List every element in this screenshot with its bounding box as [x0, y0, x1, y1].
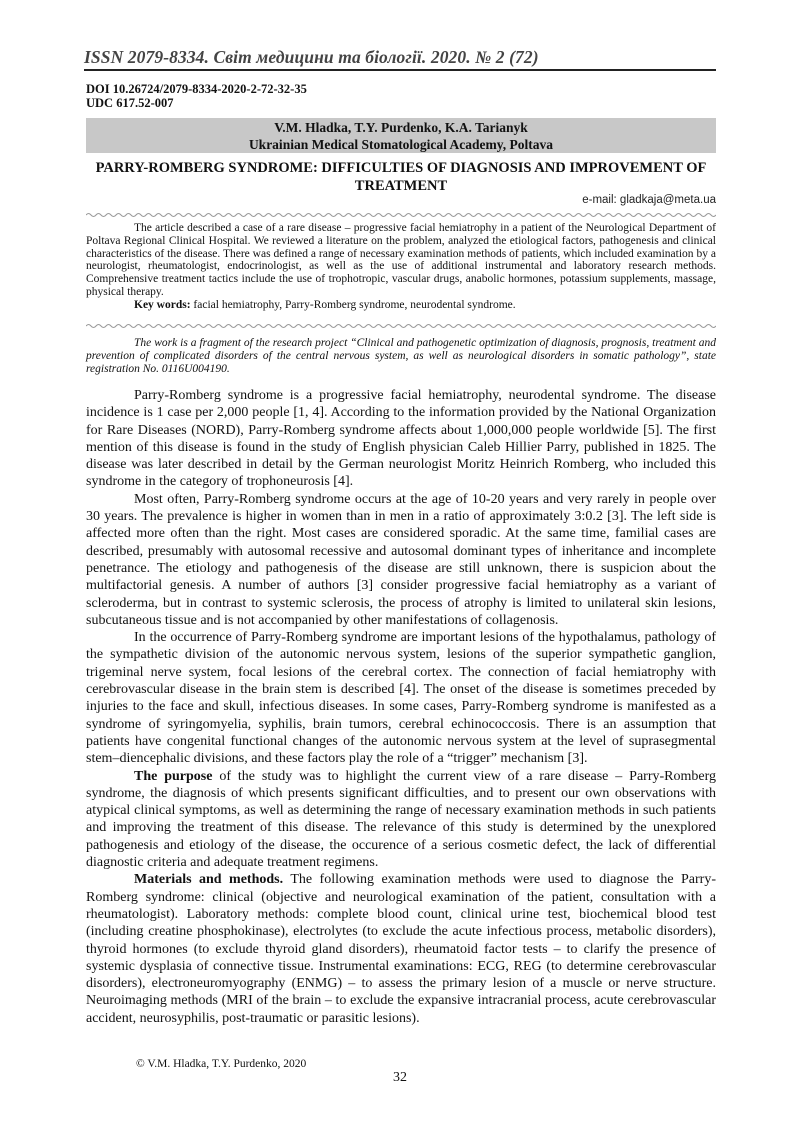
journal-header: ISSN 2079-8334. Світ медицини та біології. 2020. № 2 (72): [84, 47, 539, 67]
paragraph-methods: [86, 871, 716, 1027]
paragraph-purpose: [86, 768, 716, 872]
purpose-text: of the study was to highlight the current view of a rare disease – Parry-Romberg syndrome, the diagnosis of which presents significant difficulties, and to present our own observations with atypical clinical symptoms, as well as determining the range of necessary examination methods in such patients and improving the treatment of this disease. The relevance of this study is determined by the unexplored pathogenesis and etiology of the disease, the occurence of a serious cosmetic defect, the lack of differential diagnostic criteria and adequate treatment regimens.: [86, 768, 716, 871]
paragraph-epidemiology: Most often, Parry-Romberg syndrome occurs at the age of 10-20 years and very rarely in people over 30 years. The prevalence is higher in women than in men in a ratio of approximately 3:0.2 [3]. The left side is affected more often than the right. Most cases are considered sporadic. At the same time, familial cases are described, presumably with autosomal recessive and autosomal dominant types of inheritance and incomplete penetrance. The etiology and pathogenesis of the disease are still unknown, there is suspicion about the multifactorial genesis. A number of authors [3] consider progressive facial hemiatrophy as a variant of scleroderma, but in contrast to systemic sclerosis, the process of atrophy is limited to unilateral skin lesions, subcutaneous tissue and is not accompanied by other manifestations of collagenosis.: [86, 491, 716, 628]
header-rule: [84, 69, 716, 71]
decorative-wavy-divider: [86, 323, 716, 329]
keywords-label: Key words:: [134, 298, 191, 311]
abstract-text: The article described a case of a rare disease – progressive facial hemiatrophy in a patient of the Neurological Department of Poltava Regional Clinical Hospital. We reviewed a literature on the problem, analyzed the etiological factors, pathogenesis and clinical characteristics of the disease. There was defined a range of necessary examination methods of patients, which included examination by a neurologist, rheumatologist, endocrinologist, as well as the use of additional instrumental and laboratory research methods. Comprehensive treatment tactics include the use of trophotropic, vascular drugs, anabolic hormones, potassium supplements, massage, physical therapy.: [86, 222, 716, 298]
keywords: [86, 299, 716, 312]
article-body: [86, 387, 716, 1027]
udc: UDC 617.52-007: [86, 96, 174, 110]
author-names: V.M. Hladka, T.Y. Purdenko, K.A. Tarianyk: [274, 120, 528, 135]
abstract: [86, 222, 716, 312]
paragraph-etiology: In the occurrence of Parry-Romberg syndrome are important lesions of the hypothalamus, pathology of the sympathetic division of the autonomic nervous system, lesions of the superior sympathetic ganglion, trigeminal nerve system, focal lesions of the cerebral cortex. The connection of facial hemiatrophy with cerebrovascular disease in the brain stem is described [4]. The onset of the disease is sometimes preceded by injuries to the face and skull, infectious diseases. In some cases, Parry-Romberg syndrome is manifested as a syndrome of syringomyelia, syphilis, brain tumors, cerebral echinococcosis. There is an assumption that patients have congenital functional changes of the autonomic nervous system at the level of suprasegmental stem–diencephalic divisions, and these factors play the role of a “trigger” mechanism [3].: [86, 630, 716, 767]
keywords-list: facial hemiatrophy, Parry-Romberg syndrome, neurodental syndrome.: [193, 298, 516, 311]
paragraph-intro: Parry-Romberg syndrome is a progressive facial hemiatrophy, neurodental syndrome. The disease incidence is 1 case per 2,000 people [1, 4]. According to the information provided by the National Organization for Rare Diseases (NORD), Parry-Romberg syndrome affects about 1,000,000 people worldwide [5]. The first mention of this disease is found in the study of English physician Caleb Hillier Parry, published in 1825. The disease was later described in detail by the German neurologist Moritz Heinrich Romberg, who included this syndrome in the category of trophoneurosis [4].: [86, 388, 716, 490]
project-note: [86, 337, 716, 377]
copyright: © V.M. Hladka, T.Y. Purdenko, 2020: [136, 1058, 307, 1070]
purpose-label: The purpose: [134, 768, 213, 784]
page-number: 32: [393, 1070, 407, 1085]
project-note-text: The work is a fragment of the research project “Clinical and pathogenetic optimization of diagnosis, prognosis, treatment and prevention of complicated disorders of the central nervous system, as well as neurological disorders in somatic pathology”, state registration No. 0116U004190.: [86, 337, 716, 376]
methods-label: Materials and methods.: [134, 872, 284, 888]
doi: DOI 10.26724/2079-8334-2020-2-72-32-35: [86, 82, 307, 96]
methods-text: The following examination methods were used to diagnose the Parry-Romberg syndrome: clinical (objective and neurological examination of the patient, consultation with a rheumatologist). Laboratory methods: complete blood count, clinical urine test, biochemical blood test (including creatine phosphokinase), electrolytes (to exclude the acute infectious process, metabolic disorders), thyroid hormones (to exclude thyroid gland disorders), rheumatoid factor tests – to clarify the presence of systemic dysplasia of connective tissue. Instrumental examinations: ECG, REG (to determine cerebrovascular disorders), electroneuromyography (ENMG) – to assess the primary lesion of a muscle or nerve structure. Neuroimaging methods (MRI of the brain – to exclude the expansive intracranial process, acute cerebrovascular accident, neurosyphilis, post-traumatic or parasitic lesions).: [86, 872, 716, 1026]
affiliation: Ukrainian Medical Stomatological Academy, Poltava: [248, 137, 554, 152]
article-title: PARRY-ROMBERG SYNDROME: DIFFICULTIES OF DIAGNOSIS AND IMPROVEMENT OF TREATMENT: [95, 160, 707, 194]
decorative-wavy-divider: [86, 212, 716, 218]
authors-box: [86, 118, 716, 153]
contact-email: e-mail: gladkaja@meta.ua: [582, 194, 716, 206]
